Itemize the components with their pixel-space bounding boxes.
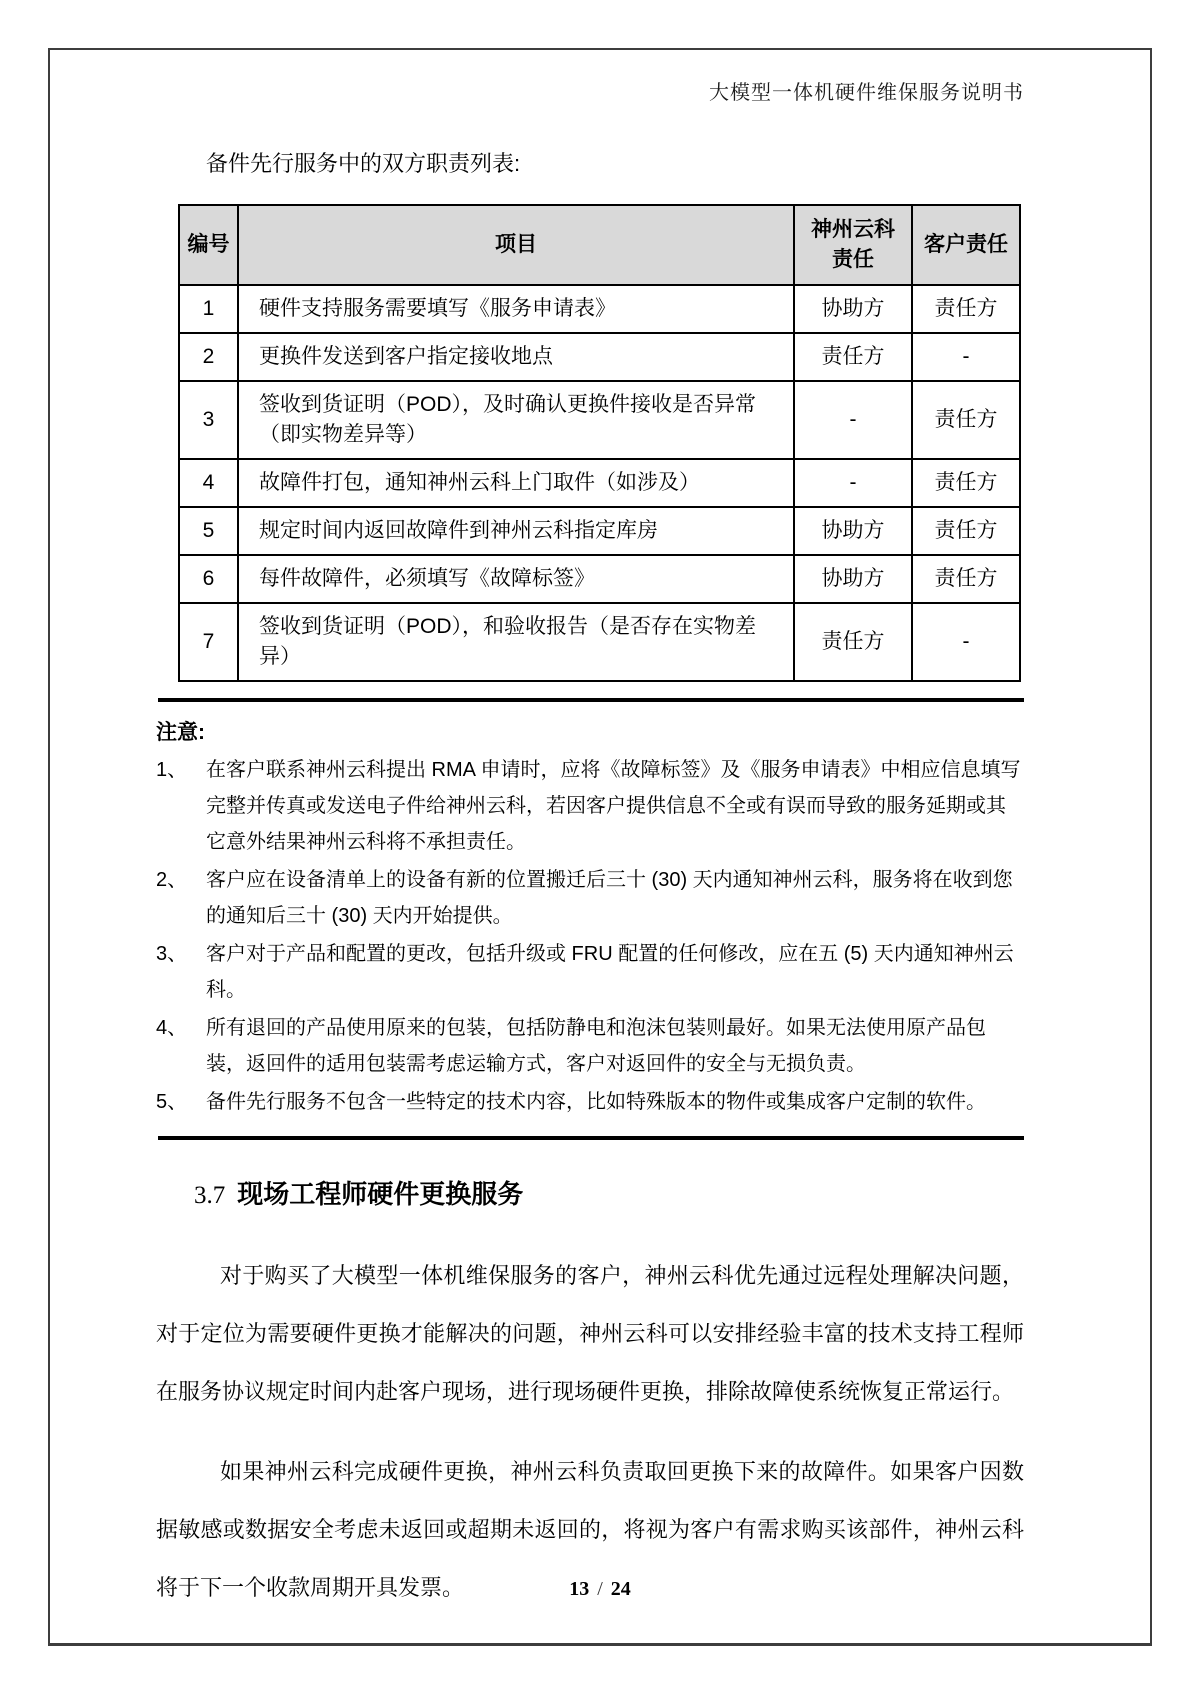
note-item — [156, 752, 1024, 860]
cell-customer: - — [912, 603, 1020, 681]
header-vendor-line2: 责任 — [832, 248, 874, 271]
note-marker: 2、 — [156, 869, 188, 891]
cell-customer: 责任方 — [912, 381, 1020, 459]
table-row — [179, 333, 1020, 381]
note-item — [156, 936, 1024, 1008]
note-text: 备件先行服务不包含一些特定的技术内容，比如特殊版本的物件或集成客户定制的软件。 — [206, 1091, 986, 1113]
cell-vendor: - — [794, 381, 912, 459]
table-row — [179, 507, 1020, 555]
section-divider-top — [158, 698, 1024, 702]
section-heading — [194, 1174, 1024, 1211]
note-text: 在客户联系神州云科提出 RMA 申请时，应将《故障标签》及《服务申请表》中相应信息填写完整并传真或发送电子件给神州云科，若因客户提供信息不全或有误而导致的服务延期或其它意外结果神州云科将不承担责任。 — [206, 759, 1021, 853]
page-number-current: 13 — [569, 1578, 590, 1600]
page-number-total: 24 — [610, 1578, 631, 1600]
page-content — [50, 50, 1150, 1617]
cell-vendor: 责任方 — [794, 333, 912, 381]
table-header-row — [179, 205, 1020, 285]
cell-vendor: 协助方 — [794, 507, 912, 555]
cell-customer: - — [912, 333, 1020, 381]
responsibility-table — [178, 204, 1021, 682]
page-number-footer — [50, 1578, 1150, 1601]
cell-customer: 责任方 — [912, 285, 1020, 333]
note-marker: 4、 — [156, 1017, 188, 1039]
table-row — [179, 381, 1020, 459]
note-text: 客户应在设备清单上的设备有新的位置搬迁后三十 (30) 天内通知神州云科，服务将在收到您的通知后三十 (30) 天内开始提供。 — [206, 869, 1013, 927]
document-header-title: 大模型一体机硬件维保服务说明书 — [709, 82, 1024, 104]
note-item — [156, 862, 1024, 934]
cell-customer: 责任方 — [912, 507, 1020, 555]
table-row — [179, 285, 1020, 333]
cell-item: 故障件打包，通知神州云科上门取件（如涉及） — [238, 459, 794, 507]
cell-vendor: 协助方 — [794, 285, 912, 333]
cell-vendor: 责任方 — [794, 603, 912, 681]
note-item — [156, 1084, 1024, 1120]
table-intro-text: 备件先行服务中的双方职责列表: — [206, 151, 521, 176]
cell-item: 更换件发送到客户指定接收地点 — [238, 333, 794, 381]
cell-vendor: - — [794, 459, 912, 507]
cell-vendor: 协助方 — [794, 555, 912, 603]
cell-no: 6 — [179, 555, 238, 603]
notes-label: 注意: — [156, 721, 205, 744]
section-number: 3.7 — [194, 1182, 226, 1209]
notes-list — [156, 752, 1024, 1120]
header-cell-vendor — [794, 205, 912, 285]
table-row — [179, 603, 1020, 681]
cell-no: 2 — [179, 333, 238, 381]
note-item — [156, 1010, 1024, 1082]
cell-no: 3 — [179, 381, 238, 459]
header-vendor-line1: 神州云科 — [811, 218, 895, 241]
cell-no: 7 — [179, 603, 238, 681]
body-paragraph: 对于购买了大模型一体机维保服务的客户，神州云科优先通过远程处理解决问题，对于定位为需要硬件更换才能解决的问题，神州云科可以安排经验丰富的技术支持工程师在服务协议规定时间内赴客户现场，进行现场硬件更换，排除故障使系统恢复正常运行。 — [156, 1263, 1024, 1404]
cell-item: 硬件支持服务需要填写《服务申请表》 — [238, 285, 794, 333]
table-row — [179, 555, 1020, 603]
header-cell-customer: 客户责任 — [912, 205, 1020, 285]
cell-no: 5 — [179, 507, 238, 555]
cell-item: 签收到货证明（POD），及时确认更换件接收是否异常（即实物差异等） — [238, 381, 794, 459]
cell-no: 1 — [179, 285, 238, 333]
note-text: 所有退回的产品使用原来的包装，包括防静电和泡沫包装则最好。如果无法使用原产品包装，返回件的适用包装需考虑运输方式，客户对返回件的安全与无损负责。 — [206, 1017, 986, 1075]
section-title: 现场工程师硬件更换服务 — [237, 1179, 524, 1209]
page-frame — [48, 48, 1152, 1646]
header-cell-no: 编号 — [179, 205, 238, 285]
table-row — [179, 459, 1020, 507]
cell-item: 每件故障件，必须填写《故障标签》 — [238, 555, 794, 603]
cell-no: 4 — [179, 459, 238, 507]
note-text: 客户对于产品和配置的更改，包括升级或 FRU 配置的任何修改，应在五 (5) 天内通知神州云科。 — [206, 943, 1014, 1001]
cell-customer: 责任方 — [912, 459, 1020, 507]
cell-customer: 责任方 — [912, 555, 1020, 603]
cell-item: 签收到货证明（POD），和验收报告（是否存在实物差异） — [238, 603, 794, 681]
note-marker: 3、 — [156, 943, 188, 965]
note-marker: 1、 — [156, 759, 188, 781]
cell-item: 规定时间内返回故障件到神州云科指定库房 — [238, 507, 794, 555]
header-cell-item: 项目 — [238, 205, 794, 285]
note-marker: 5、 — [156, 1091, 188, 1113]
body-paragraph: 如果神州云科完成硬件更换，神州云科负责取回更换下来的故障件。如果客户因数据敏感或数据安全考虑未返回或超期未返回的，将视为客户有需求购买该部件，神州云科将于下一个收款周期开具发票。 — [156, 1459, 1024, 1600]
page-number-separator: / — [597, 1578, 603, 1600]
section-divider-bottom — [158, 1136, 1024, 1140]
